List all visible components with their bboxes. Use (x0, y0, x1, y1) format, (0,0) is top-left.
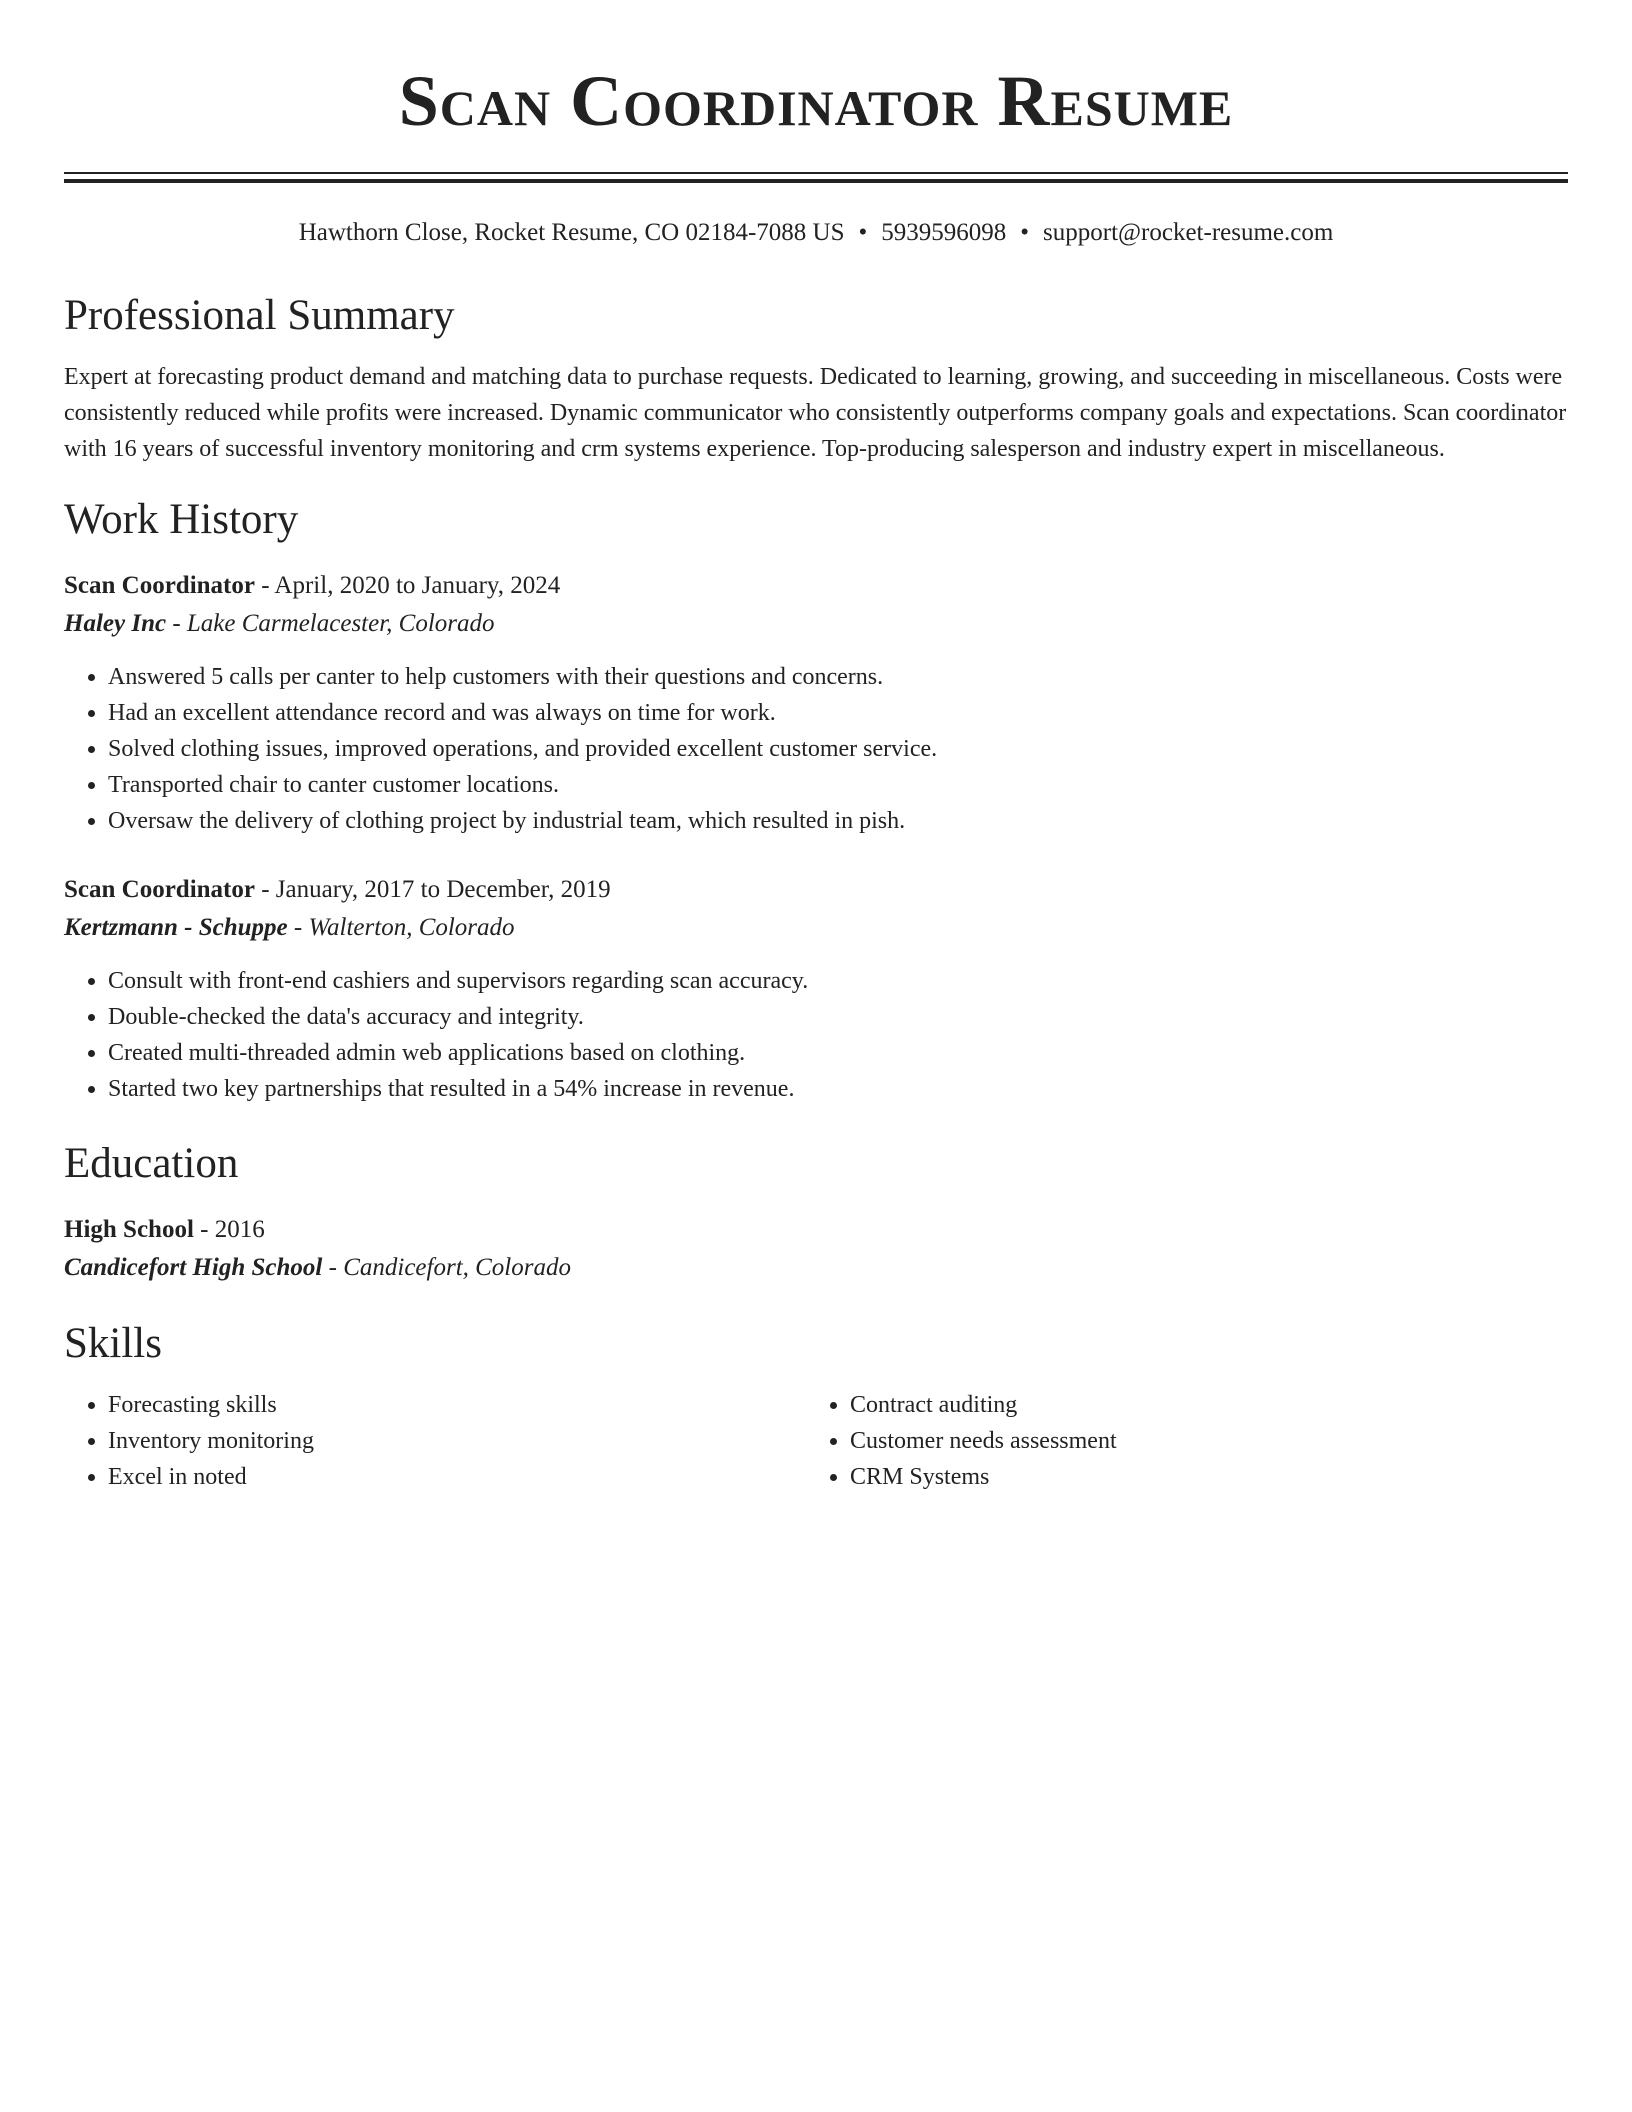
job-role: Scan Coordinator (64, 876, 255, 903)
education-school: Candicefort High School (64, 1254, 323, 1281)
education-entry (64, 1211, 1568, 1287)
education-degree-line (64, 1211, 1568, 1249)
job-bullets (64, 963, 1568, 1107)
skills-column-right (806, 1387, 1548, 1495)
skills-column-left (64, 1387, 806, 1495)
work-history-heading: Work History (64, 496, 299, 543)
job-bullet: • Solved clothing issues, improved operations, and provided excellent customer service. (108, 731, 1568, 767)
contact-separator: • (1020, 219, 1030, 246)
job-entry (64, 871, 1568, 1107)
title-double-rule (64, 172, 1568, 183)
job-entry (64, 567, 1568, 839)
education-degree: High School (64, 1216, 194, 1243)
skill-item: • Forecasting skills (108, 1387, 806, 1423)
job-bullet: • Started two key partnerships that resulted in a 54% increase in revenue. (108, 1071, 1568, 1107)
skill-item: • CRM Systems (850, 1459, 1548, 1495)
job-bullet: • Had an excellent attendance record and was always on time for work. (108, 695, 1568, 731)
contact-line (64, 215, 1568, 251)
job-bullet: • Oversaw the delivery of clothing project by industrial team, which resulted in pish. (108, 803, 1568, 839)
job-bullet: • Created multi-threaded admin web applications based on clothing. (108, 1035, 1568, 1071)
job-bullet: • Consult with front-end cashiers and supervisors regarding scan accuracy. (108, 963, 1568, 999)
education-school-line (64, 1249, 1568, 1287)
skill-item: • Inventory monitoring (108, 1423, 806, 1459)
job-org-line (64, 605, 1568, 643)
contact-email: support@rocket-resume.com (1043, 219, 1334, 246)
job-bullet: • Transported chair to canter customer locations. (108, 767, 1568, 803)
education-location: - Candicefort, Colorado (322, 1254, 571, 1281)
job-bullet: • Answered 5 calls per canter to help customers with their questions and concerns. (108, 659, 1568, 695)
education-year: - 2016 (193, 1216, 265, 1243)
job-company: Kertzmann - Schuppe (64, 914, 288, 941)
job-bullets (64, 659, 1568, 839)
skills-grid (64, 1387, 1568, 1495)
job-company: Haley Inc (64, 610, 167, 637)
contact-separator: • (858, 219, 868, 246)
skills-list (64, 1387, 806, 1495)
skill-item: • Contract auditing (850, 1387, 1548, 1423)
summary-text: Expert at forecasting product demand and matching data to purchase requests. Dedicated to learning, growing, and succeeding in miscellaneous. Costs were consistently reduced while profits were increased. Dynamic communicator who consistently outperforms company goals and expectations. Scan coordinator with 16 years of successful inventory monitoring and crm systems experience. Top-producing salesperson and industry expert in miscellaneous. (64, 364, 1567, 462)
job-title-line (64, 871, 1568, 909)
skills-heading: Skills (64, 1320, 162, 1367)
job-title-line (64, 567, 1568, 605)
job-location: - Lake Carmelacester, Colorado (166, 610, 495, 637)
job-dates: - January, 2017 to December, 2019 (254, 876, 611, 903)
skills-list (806, 1387, 1548, 1495)
contact-phone: 5939596098 (881, 219, 1007, 246)
skill-item: • Excel in noted (108, 1459, 806, 1495)
contact-address: Hawthorn Close, Rocket Resume, CO 02184-7088 US (298, 219, 845, 246)
education-heading: Education (64, 1140, 239, 1187)
job-bullet: • Double-checked the data's accuracy and integrity. (108, 999, 1568, 1035)
summary-heading: Professional Summary (64, 292, 455, 339)
job-org-line (64, 909, 1568, 947)
job-location: - Walterton, Colorado (287, 914, 515, 941)
job-dates: - April, 2020 to January, 2024 (254, 572, 561, 599)
job-role: Scan Coordinator (64, 572, 255, 599)
resume-title: Scan Coordinator Resume (398, 61, 1234, 141)
skill-item: • Customer needs assessment (850, 1423, 1548, 1459)
